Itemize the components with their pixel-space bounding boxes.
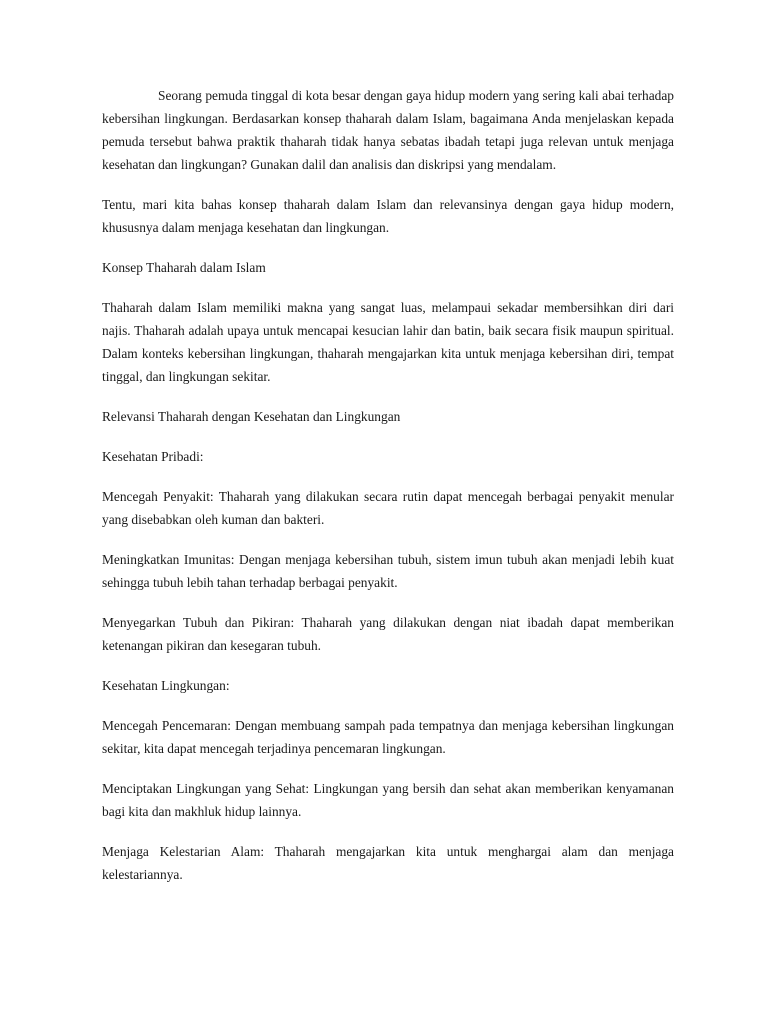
- subheading-kesehatan-lingkungan: Kesehatan Lingkungan:: [102, 678, 230, 693]
- point-mencegah-penyakit: Mencegah Penyakit: Thaharah yang dilakukan secara rutin dapat mencegah berbagai penyakit menular yang disebabkan oleh kuman dan bakteri.: [102, 489, 674, 527]
- question-paragraph: Seorang pemuda tinggal di kota besar dengan gaya hidup modern yang sering kali abai terhadap kebersihan lingkungan. Berdasarkan konsep thaharah dalam Islam, bagaimana Anda menjelaskan kepada pemuda tersebut bahwa praktik thaharah tidak hanya sebatas ibadah tetapi juga relevan untuk menjaga kesehatan dan lingkungan? Gunakan dalil dan analisis dan diskripsi yang mendalam.: [102, 88, 674, 172]
- section-heading-relevansi: Relevansi Thaharah dengan Kesehatan dan Lingkungan: [102, 409, 401, 424]
- document-page: [102, 84, 674, 903]
- intro-paragraph: Tentu, mari kita bahas konsep thaharah dalam Islam dan relevansinya dengan gaya hidup modern, khususnya dalam menjaga kesehatan dan lingkungan.: [102, 197, 674, 235]
- point-menyegarkan-tubuh: Menyegarkan Tubuh dan Pikiran: Thaharah yang dilakukan dengan niat ibadah dapat memberikan ketenangan pikiran dan kesegaran tubuh.: [102, 615, 674, 653]
- section-heading-konsep: Konsep Thaharah dalam Islam: [102, 260, 266, 275]
- point-lingkungan-sehat: Menciptakan Lingkungan yang Sehat: Lingkungan yang bersih dan sehat akan memberikan kenyamanan bagi kita dan makhluk hidup lainnya.: [102, 781, 674, 819]
- konsep-paragraph: Thaharah dalam Islam memiliki makna yang sangat luas, melampaui sekadar membersihkan diri dari najis. Thaharah adalah upaya untuk mencapai kesucian lahir dan batin, baik secara fisik maupun spiritual. Dalam konteks kebersihan lingkungan, thaharah mengajarkan kita untuk menjaga kebersihan diri, tempat tinggal, dan lingkungan sekitar.: [102, 300, 674, 384]
- point-meningkatkan-imunitas: Meningkatkan Imunitas: Dengan menjaga kebersihan tubuh, sistem imun tubuh akan menjadi lebih kuat sehingga tubuh lebih tahan terhadap berbagai penyakit.: [102, 552, 674, 590]
- subheading-kesehatan-pribadi: Kesehatan Pribadi:: [102, 449, 204, 464]
- point-mencegah-pencemaran: Mencegah Pencemaran: Dengan membuang sampah pada tempatnya dan menjaga kebersihan lingkungan sekitar, kita dapat mencegah terjadinya pencemaran lingkungan.: [102, 718, 674, 756]
- point-kelestarian-alam: Menjaga Kelestarian Alam: Thaharah mengajarkan kita untuk menghargai alam dan menjaga kelestariannya.: [102, 844, 674, 882]
